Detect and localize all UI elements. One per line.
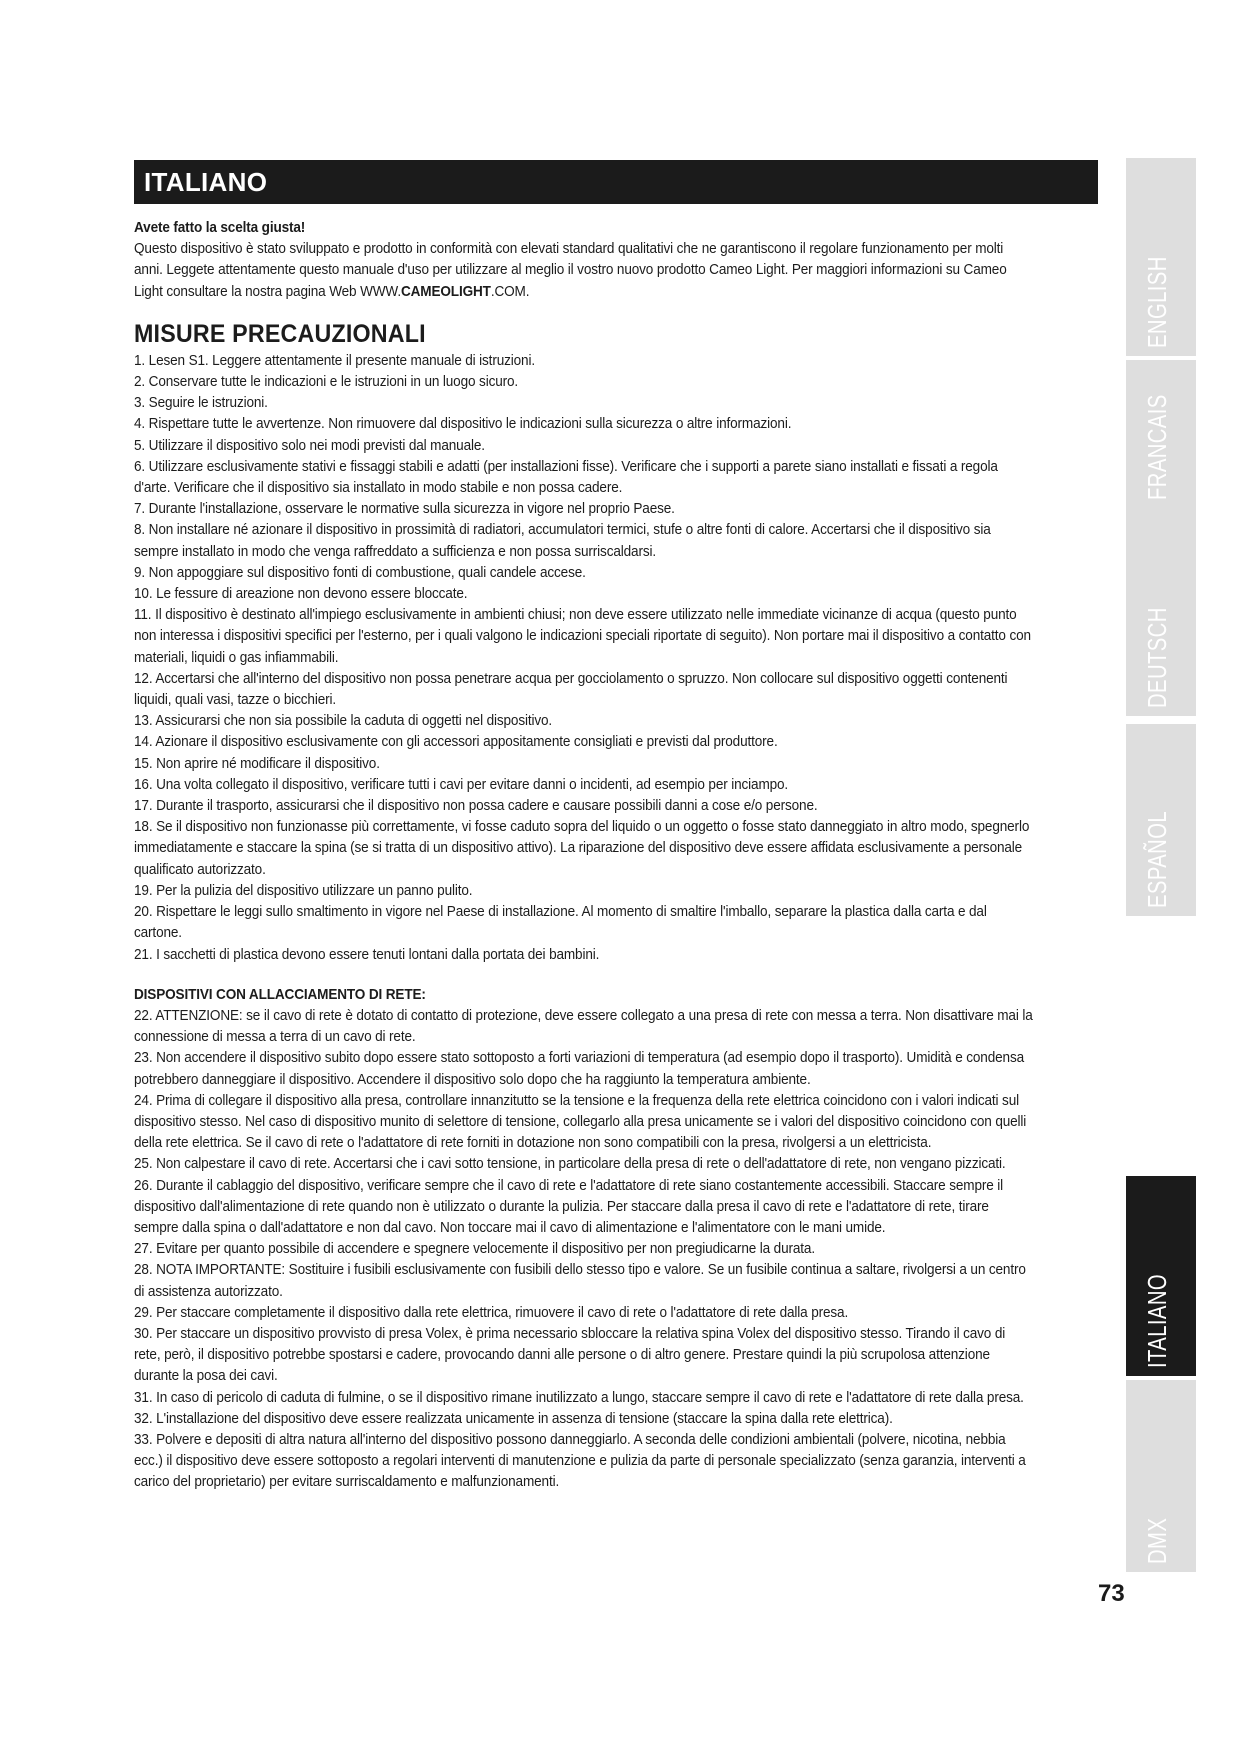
list-item: 3. Seguire le istruzioni. [134, 395, 268, 412]
list-item: 12. Accertarsi che all'interno del dispositivo non possa penetrare acqua per gocciolamento o spruzzo. Non collocare sul dispositivo oggetti contenenti liquidi, quali vasi, tazze o bicchieri. [134, 670, 1008, 709]
list-item: 15. Non aprire né modificare il dispositivo. [134, 755, 380, 772]
language-title: ITALIANO [144, 167, 268, 197]
list-item: 6. Utilizzare esclusivamente stativi e fissaggi stabili e adatti (per installazioni fisse). Verificare che i supporti a parete siano installati e fissati a regola d'arte. Verificare che il dispositivo sia installato in modo stabile e non possa cadere. [134, 458, 998, 497]
list-item: 16. Una volta collegato il dispositivo, verificare tutti i cavi per evitare danni o incidenti, ad esempio per inciampo. [134, 776, 789, 793]
list-item: 28. NOTA IMPORTANTE: Sostituire i fusibili esclusivamente con fusibili dello stesso tipo e valore. Se un fusibile continua a saltare, rivolgersi a un centro di assistenza autorizzato. [134, 1262, 1026, 1300]
section-banner [134, 160, 1098, 204]
list-item: 23. Non accendere il dispositivo subito dopo essere stato sottoposto a forti variazioni di temperatura (ad esempio dopo il trasporto). Umidità e condensa potrebbero danneggiare il dispositivo. Accendere il dispositivo solo dopo che ha raggiunto la temperatura ambiente. [134, 1050, 1025, 1088]
language-tab-francais[interactable] [1126, 328, 1196, 508]
language-tab-dmx[interactable] [1126, 1380, 1196, 1572]
intro-paragraph [134, 239, 1034, 303]
list-item: 33. Polvere e depositi di altra natura all'interno del dispositivo possono danneggiarlo. A seconda delle condizioni ambientali (polvere, nicotina, nebbia ecc.) il dispositivo deve essere sottoposto a regolari interventi di manutenzione e pulizia da parte di personale specializzato (senza garanzia, interventi a carico del proprietario) per evitare surriscaldamento e malfunzionamenti. [134, 1431, 1026, 1491]
list-item: 5. Utilizzare il dispositivo solo nei modi previsti dal manuale. [134, 437, 485, 454]
list-item: 24. Prima di collegare il dispositivo alla presa, controllare innanzitutto se la tensione e la frequenza della rete elettrica coincidono con i valori indicati sul dispositivo stesso. Nel caso di dispositivo munito di selettore di tensione, collegarlo alla presa unicamente se i valori del dispositivo coincidono con quelli della rete elettrica. Se il cavo di rete o l'adattatore di rete forniti in dotazione non sono compatibili con la presa, rivolgersi a un elettricista. [134, 1092, 1027, 1152]
intro-text-end: .COM. [490, 283, 530, 300]
list-item: 32. L'installazione del dispositivo deve essere realizzata unicamente in assenza di tensione (staccare la spina dalla rete elettrica). [134, 1410, 893, 1427]
language-tab-text: ESPAÑOL [1142, 810, 1172, 908]
language-tab-text: ITALIANO [1142, 1273, 1172, 1368]
language-tab-label [1142, 579, 1173, 708]
list-item: 19. Per la pulizia del dispositivo utilizzare un panno pulito. [134, 882, 473, 899]
intro-heading: Avete fatto la scelta giusta! [134, 220, 306, 236]
list-item: 27. Evitare per quanto possibile di accendere e spegnere velocemente il dispositivo per non pregiudicarne la durata. [134, 1241, 815, 1258]
list-item: 11. Il dispositivo è destinato all'impiego esclusivamente in ambienti chiusi; non deve essere utilizzato nelle immediate vicinanze di acqua (questo punto non interessa i dispositivi specifici per l'esterno, per i quali valgono le indicazioni speciali riportate di seguito). Non portare mai il dispositivo a contatto con materiali, liquidi o gas infiammabili. [134, 607, 1031, 666]
language-tab-label [1142, 784, 1173, 908]
list-item: 26. Durante il cablaggio del dispositivo, verificare sempre che il cavo di rete e l'adattatore di rete siano costantemente accessibili. Staccare sempre il dispositivo dall'alimentazione di rete quando non è utilizzato o durante la pulizia. Per staccare dalla presa il cavo di rete e l'adattatore di rete, tirare sempre dalla spina o dall'adattatore e non dal cavo. Non toccare mai il cavo di alimentazione e l'alimentatore con le mani umide. [134, 1177, 1004, 1236]
language-tab-text: DMX [1142, 1517, 1172, 1564]
list-item: 20. Rispettare le leggi sullo smaltimento in vigore nel Paese di installazione. Al momento di smaltire l'imballo, separare la plastica dalla carta e dal cartone. [134, 904, 987, 942]
mains-list [134, 1006, 1034, 1494]
mains-title: DISPOSITIVI CON ALLACCIAMENTO DI RETE: [134, 986, 426, 1003]
list-item: 31. In caso di pericolo di caduta di fulmine, o se il dispositivo rimane inutilizzato a lungo, staccare sempre il cavo di rete e l'adattatore di rete dalla presa. [134, 1389, 1024, 1406]
list-item: 17. Durante il trasporto, assicurarsi che il dispositivo non possa cadere e causare possibili danni a cose e/o persone. [134, 798, 818, 815]
language-tab-italiano[interactable] [1126, 1176, 1196, 1376]
language-tab-text: POLSKI [1142, 1038, 1172, 1114]
list-item: 25. Non calpestare il cavo di rete. Accertarsi che i cavi sotto tensione, in particolare della presa di rete o dell'adattatore di rete, non vengano pizzicati. [134, 1156, 1006, 1173]
language-tab-label [1142, 1247, 1173, 1368]
language-tab-label [1142, 1017, 1173, 1114]
precautions-list [134, 351, 1034, 966]
list-item: 13. Assicurarsi che non sia possibile la caduta di oggetti nel dispositivo. [134, 713, 553, 730]
language-tab-espaol[interactable] [1126, 724, 1196, 916]
precautions-title: MISURE PRECAUZIONALI [134, 319, 426, 348]
list-item: 10. Le fessure di areazione non devono essere bloccate. [134, 586, 468, 603]
language-tab-label [1142, 1505, 1173, 1564]
page-number: 73 [1098, 1580, 1125, 1607]
list-item: 22. ATTENZIONE: se il cavo di rete è dotato di contatto di protezione, deve essere collegato a una presa di rete con messa a terra. Non disattivare mai la connessione di messa a terra di un cavo di rete. [134, 1007, 1033, 1046]
list-item: 4. Rispettare tutte le avvertenze. Non rimuovere dal dispositivo le indicazioni sulla sicurezza o altre informazioni. [134, 416, 792, 433]
list-item: 18. Se il dispositivo non funzionasse più correttamente, vi fosse caduto sopra del liquido o un oggetto o fosse stato danneggiato in altro modo, spegnerlo immediatamente e staccare la spina (se si tratta di un dispositivo attivo). La riparazione del dispositivo deve essere affidata esclusivamente a personale qualificato autorizzato. [134, 819, 1030, 878]
language-tab-label [1142, 365, 1173, 500]
brand-url: CAMEOLIGHT [400, 283, 491, 300]
list-item: 29. Per staccare completamente il dispositivo dalla rete elettrica, rimuovere il cavo di rete o l'adattatore di rete dalla presa. [134, 1304, 849, 1321]
language-tab-text: FRANCAIS [1142, 394, 1172, 500]
language-tab-polski[interactable] [1126, 926, 1196, 1122]
intro-text: Questo dispositivo è stato sviluppato e prodotto in conformità con elevati standard qualitativi che ne garantiscono il regolare funzionamento per molti anni. Leggete attentamente questo manuale d'uso per utilizzare al meglio il vostro nuovo prodotto Cameo Light. Per maggiori informazioni su Cameo Light consultare la nostra pagina Web WWW. [134, 241, 1007, 300]
list-item: 9. Non appoggiare sul dispositivo fonti di combustione, quali candele accese. [134, 564, 586, 581]
list-item: 21. I sacchetti di plastica devono essere tenuti lontani dalla portata dei bambini. [134, 946, 600, 963]
list-item: 14. Azionare il dispositivo esclusivamente con gli accessori appositamente consigliati e previsti dal produttore. [134, 734, 778, 751]
main-content [134, 218, 1034, 1494]
list-item: 1. Lesen S1. Leggere attentamente il presente manuale di istruzioni. [134, 352, 535, 369]
language-tab-text: ENGLISH [1142, 256, 1172, 348]
list-item: 30. Per staccare un dispositivo provvisto di presa Volex, è prima necessario sbloccare la relativa spina Volex del dispositivo stesso. Tirando il cavo di rete, però, il dispositivo potrebbe spostarsi e cadere, provocando danni alle persone o di altro genere. Prestare quindi la più scrupolosa attenzione durante la posa dei cavi. [134, 1325, 1006, 1385]
list-item: 8. Non installare né azionare il dispositivo in prossimità di radiatori, accumulatori termici, stufe o altre fonti di calore. Accertarsi che il dispositivo sia sempre installato in modo che venga raffreddato a sufficienza e non possa surriscaldarsi. [134, 522, 991, 560]
list-item: 7. Durante l'installazione, osservare le normative sulla sicurezza in vigore nel proprio Paese. [134, 501, 675, 518]
list-item: 2. Conservare tutte le indicazioni e le istruzioni in un luogo sicuro. [134, 374, 519, 391]
language-tab-english[interactable] [1126, 158, 1196, 356]
language-tab-text: DEUTSCH [1142, 607, 1172, 708]
